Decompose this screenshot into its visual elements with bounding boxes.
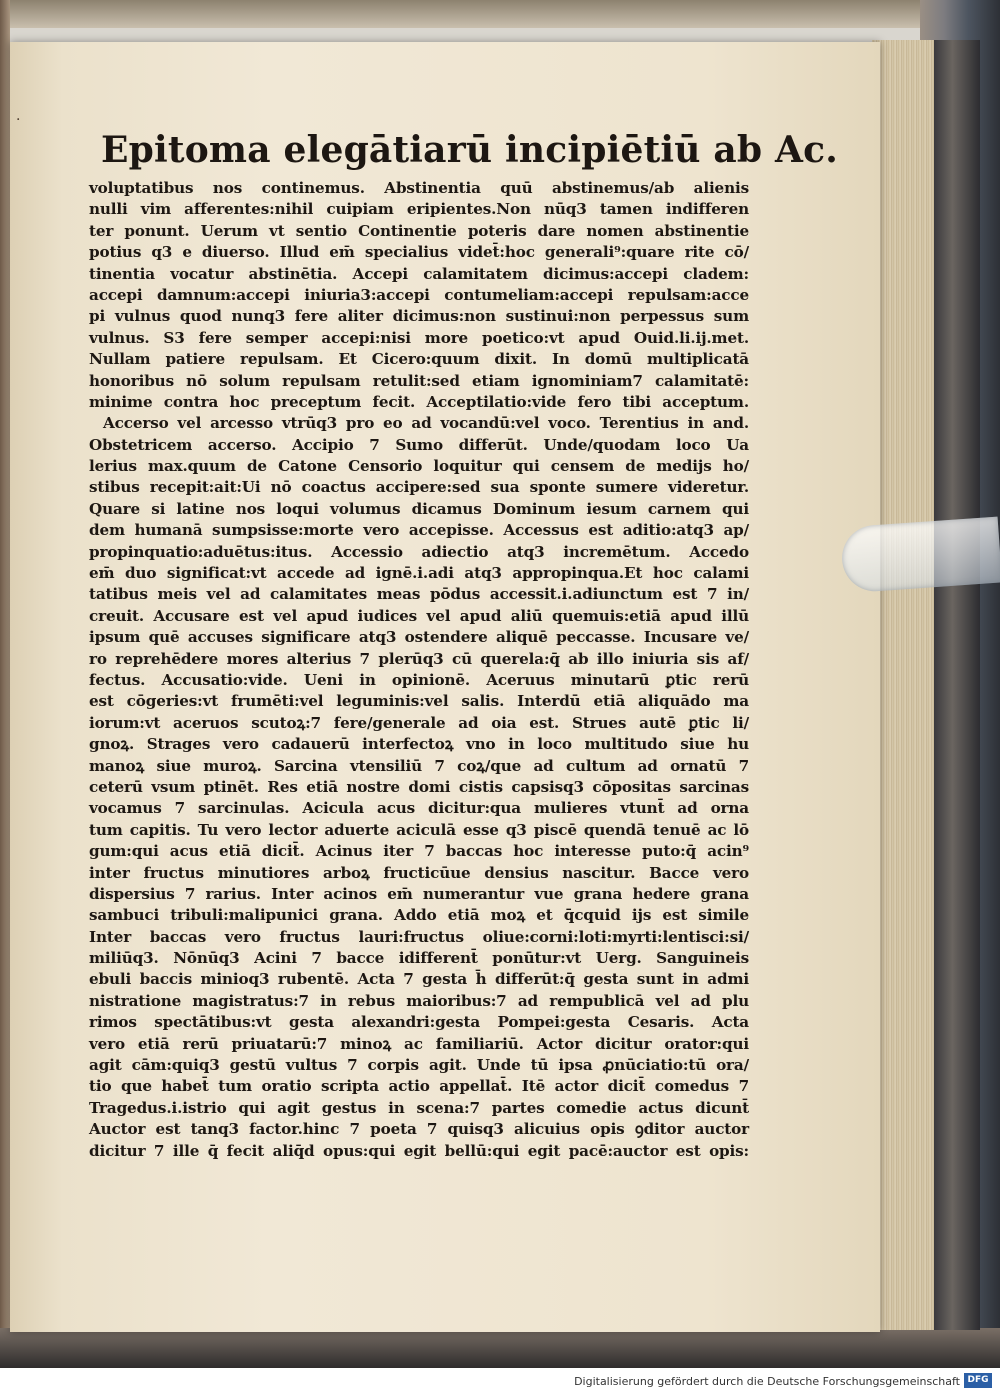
text-line: lerius max.quum de Catone Censorio loquitur qui censem de medijs ho/ xyxy=(89,457,749,476)
text-lines xyxy=(89,178,749,1162)
text-line: tum capitis. Tu vero lector aduerte aciculā esse q3 piscē quendā tenuē ac lō xyxy=(89,820,749,839)
text-line: potius q3 e diuerso. Illud em̄ specialius videt̄:hoc generali⁹:quare rite cō/ xyxy=(89,243,749,262)
text-line: Auctor est tanq3 factor.hinc 7 poeta 7 quisq3 alicuius opis ꝯditor auctor xyxy=(89,1120,749,1139)
text-line: fectus. Accusatio:vide. Ueni in opinionē. Aceruus minutarū ꝑtic rerū xyxy=(89,670,749,689)
text-line: accepi damnum:accepi iniuria3:accepi contumeliam:accepi repulsam:acce xyxy=(89,285,749,304)
text-block xyxy=(89,122,838,1162)
text-line: honoribus nō solum repulsam retulit:sed etiam ignominiam7 calamitatē: xyxy=(89,371,749,390)
text-line: ro reprehēdere mores alterius 7 plerūq3 cū querela:q̄ ab illo iniuria sis af/ xyxy=(89,649,749,668)
text-line: rimos spectātibus:vt gesta alexandri:gesta Pompei:gesta Cesaris. Acta xyxy=(89,1013,749,1032)
text-line: stibus recepit:ait:Ui nō coactus accipere:sed sua sponte sumere videretur. xyxy=(89,478,749,497)
text-line: Inter baccas vero fructus lauri:fructus oliue:corni:loti:myrti:lentisci:si/ xyxy=(89,927,749,946)
text-line: Quare si latine nos loqui volumus dicamus Dominum iesum carnem qui xyxy=(89,499,749,518)
dfg-logo: DFG xyxy=(964,1373,992,1388)
running-headline: Epitoma elegātiarū incipiētiū ab Ac. xyxy=(101,129,838,171)
text-line: Accerso vel arcesso vtrūq3 pro eo ad vocandū:vel voco. Terentius in and. xyxy=(103,414,749,433)
text-line: iorum:vt aceruos scutoꝝ:7 fere/generale ad oia est. Strues autē ꝑtic li/ xyxy=(89,713,749,732)
text-line: nistratione magistratus:7 in rebus maioribus:7 ad rempublicā vel ad plu xyxy=(89,991,749,1010)
text-line: gum:qui acus etiā dicit̄. Acinus iter 7 baccas hoc interesse puto:q̄ acin⁹ xyxy=(89,842,749,861)
text-line: nulli vim afferentes:nihil cuipiam eripientes.Non nūq3 tamen indifferen xyxy=(89,200,749,219)
text-line: vero etiā rerū priuatarū:7 minoꝝ ac familiariū. Actor dicitur orator:qui xyxy=(89,1034,749,1053)
text-line: voluptatibus nos continemus. Abstinentia quū abstinemus/ab alienis xyxy=(89,179,749,197)
text-line: miliūq3. Nōnūq3 Acini 7 bacce idifferent̄ ponūtur:vt Uerg. Sanguineis xyxy=(89,949,749,968)
text-line: ter ponunt. Uerum vt sentio Continentie poteris dare nomen abstinentie xyxy=(89,221,749,240)
page-stack xyxy=(872,40,936,1330)
text-line: Obstetricem accerso. Accipio 7 Sumo differūt. Unde/quodam loco Ua xyxy=(89,435,749,454)
text-line: dicitur 7 ille q̄ fecit aliq̄d opus:qui egit bellū:qui egit pacē:auctor est opis: xyxy=(89,1141,749,1160)
page-holder-clip xyxy=(840,517,1000,594)
footer-credit: Digitalisierung gefördert durch die Deutsche Forschungsgemeinschaft xyxy=(574,1375,960,1388)
gutter-mark: · xyxy=(16,112,21,128)
text-line: dem humanā sumpsisse:morte vero accepisse. Accessus est aditio:atq3 ap/ xyxy=(89,521,749,540)
text-line: dispersius 7 rarius. Inter acinos em̄ numerantur vue grana hedere grana xyxy=(89,884,749,903)
text-line: propinquatio:aduētus:itus. Accessio adiectio atq3 incremētum. Accedo xyxy=(89,542,749,561)
text-line: em̄ duo significat:vt accede ad ignē.i.adi atq3 appropinqua.Et hoc calami xyxy=(89,564,749,583)
text-line: tio que habet̄ tum oratio scripta actio appellat̄. Itē actor dicit̄ comedus 7 xyxy=(89,1077,749,1096)
text-line: Nullam patiere repulsam. Et Cicero:quum dixit. In domū multiplicatā xyxy=(89,350,749,369)
board-top-edge xyxy=(0,0,1000,28)
text-line: gnoꝝ. Strages vero cadauerū interfectoꝝ vno in loco multitudo siue hu xyxy=(89,735,749,754)
text-line: Tragedus.i.istrio qui agit gestus in scena:7 partes comedie actus dicunt̄ xyxy=(89,1098,749,1117)
board-left-edge xyxy=(0,0,10,1368)
text-line: ebuli baccis minioq3 rubentē. Acta 7 gesta h̄ differūt:q̄ gesta sunt in admi xyxy=(89,970,749,989)
binding-strap xyxy=(934,40,980,1330)
text-line: vulnus. S3 fere semper accepi:nisi more poetico:vt apud Ouid.li.ij.met. xyxy=(89,328,749,347)
footer-bar xyxy=(0,1368,1000,1395)
text-line: minime contra hoc preceptum fecit. Acceptilatio:vide fero tibi acceptum. xyxy=(89,392,749,411)
text-line: est cōgeries:vt frumēti:vel leguminis:vel salis. Interdū etiā aliquādo ma xyxy=(89,692,749,711)
text-line: ceterū vsum ptinēt. Res etiā nostre domi cistis capsisq3 cōpositas sarcinas xyxy=(89,777,749,796)
text-line: inter fructus minutiores arboꝝ fructicūue densius nascitur. Bacce vero xyxy=(89,863,749,882)
board-bottom-edge xyxy=(0,1328,1000,1368)
text-line: ipsum quē accuses significare atq3 ostendere aliquē peccasse. Incusare ve/ xyxy=(89,628,749,647)
text-line: manoꝝ siue muroꝝ. Sarcina vtensiliū 7 coꝝ/que ad cultum ad ornatū 7 xyxy=(89,756,749,775)
text-line: creuit. Accusare est vel apud iudices vel apud aliū quemuis:etiā apud illū xyxy=(89,606,749,625)
text-line: agit cām:quiq3 gestū vultus 7 corpis agit. Unde tū ipsa ꝓnūciatio:tū ora/ xyxy=(89,1056,749,1075)
text-line: pi vulnus quod nunq3 fere aliter dicimus:non sustinui:non perpessus sum xyxy=(89,307,749,326)
text-line: vocamus 7 sarcinulas. Acicula acus dicitur:qua mulieres vtunt̄ ad orna xyxy=(89,799,749,818)
text-line: sambuci tribuli:malipunici grana. Addo etiā moꝝ et q̄cquid ijs est simile xyxy=(89,906,749,925)
text-line: tatibus meis vel ad calamitates meas pōdus accessit.i.adiunctum est 7 in/ xyxy=(89,585,749,604)
text-line: tinentia vocatur abstinētia. Accepi calamitatem dicimus:accepi cladem: xyxy=(89,264,749,283)
